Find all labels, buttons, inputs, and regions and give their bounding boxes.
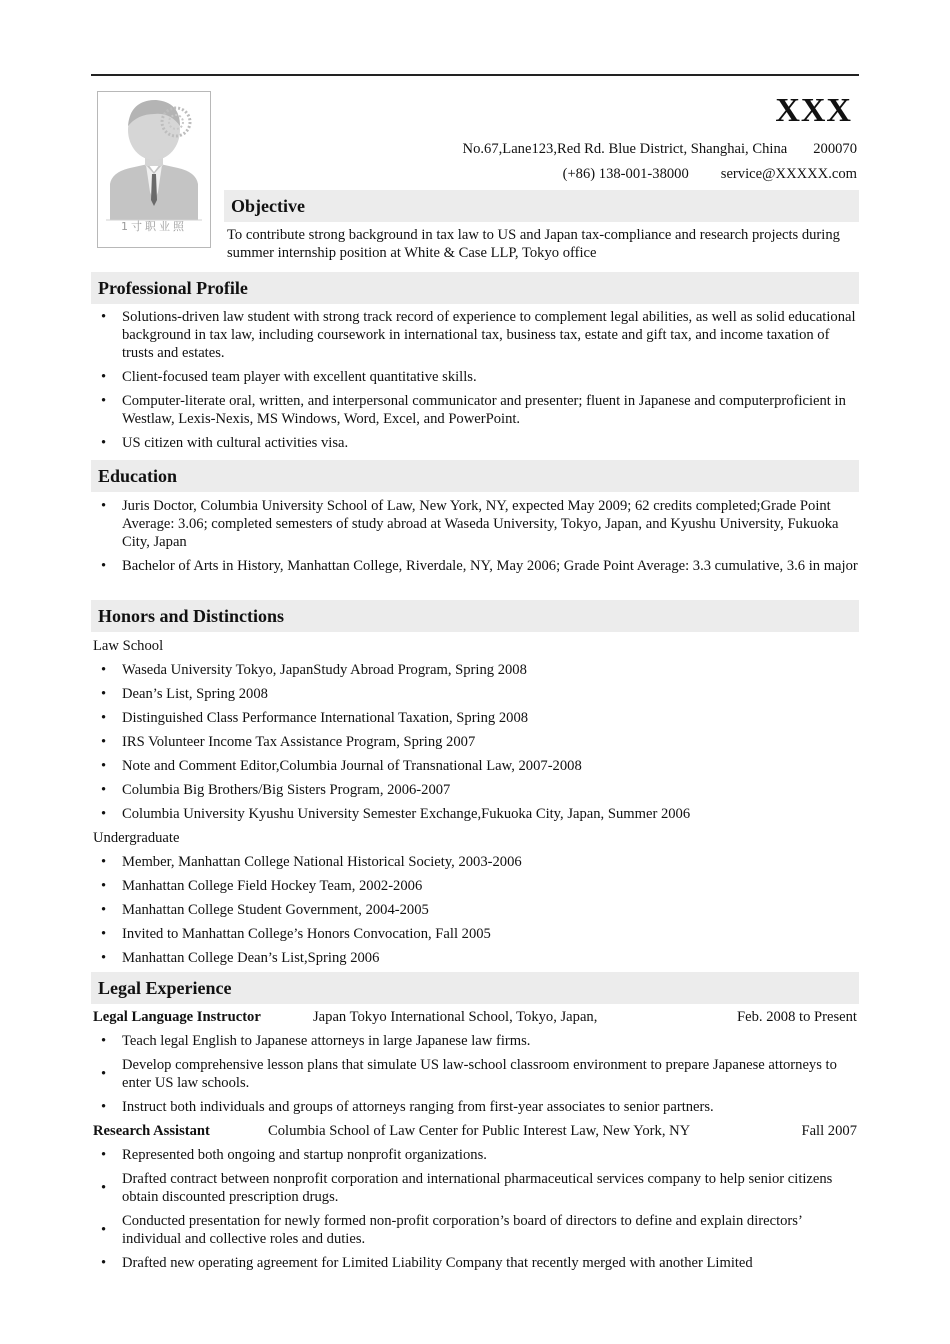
job-header: [91, 1122, 859, 1140]
list-item: • Dean’s List, Spring 2008: [91, 685, 859, 703]
honors-law-school-label: Law School: [93, 638, 164, 654]
phone: (+86) 138-001-38000: [562, 166, 689, 182]
list-item: • Bachelor of Arts in History, Manhattan College, Riverdale, NY, May 2006; Grade Point Average: 3.3 cumulative, 3.6 in major: [91, 557, 859, 575]
list-item: • Note and Comment Editor,Columbia Journal of Transnational Law, 2007-2008: [91, 757, 859, 775]
list-item: • Client-focused team player with excellent quantitative skills.: [91, 368, 859, 386]
section-title-honors: Honors and Distinctions: [91, 600, 859, 632]
list-item: • Computer-literate oral, written, and interpersonal communicator and presenter; fluent in Japanese and computerproficient in Westlaw, Lexis-Nexis, MS Windows, Word, Excel, and PowerPoint.: [91, 392, 859, 428]
job-duties-list: [91, 1032, 859, 1116]
education-list: [91, 497, 859, 575]
job-organization: Japan Tokyo International School, Tokyo, Japan,: [313, 1009, 598, 1025]
list-item: • Distinguished Class Performance International Taxation, Spring 2008: [91, 709, 859, 727]
experience-section: [91, 1008, 859, 1278]
profile-list: [91, 308, 859, 452]
honors-undergraduate-list: [91, 853, 859, 967]
top-rule: [91, 74, 859, 76]
list-item: • Instruct both individuals and groups of attorneys ranging from first-year associates to senior partners.: [91, 1098, 859, 1116]
job-date: Feb. 2008 to Present: [737, 1009, 857, 1025]
honors-law-list: [91, 661, 859, 823]
objective-text: To contribute strong background in tax law to US and Japan tax-compliance and research projects during summer internship position at White & Case LLP, Tokyo office: [227, 227, 840, 261]
list-item: • Waseda University Tokyo, JapanStudy Abroad Program, Spring 2008: [91, 661, 859, 679]
section-title-professional-profile: Professional Profile: [91, 272, 859, 304]
section-title-legal-experience: Legal Experience: [91, 972, 859, 1004]
honors-section: [91, 637, 859, 973]
list-item: • Juris Doctor, Columbia University School of Law, New York, NY, expected May 2009; 62 credits completed;Grade Point Average: 3.06; completed semesters of study abroad at Waseda University, Tokyo, Japan, and Kyushu University, Fukuoka City, Japan: [91, 497, 859, 551]
list-item: • Manhattan College Student Government, 2004-2005: [91, 901, 859, 919]
contact-line: [563, 165, 857, 183]
honors-undergraduate-label: Undergraduate: [93, 830, 180, 846]
list-item: • US citizen with cultural activities visa.: [91, 434, 859, 452]
list-item: • Develop comprehensive lesson plans that simulate US law-school classroom environment to prepare Japanese attorneys to enter US law schools.: [91, 1056, 859, 1092]
postcode: 200070: [813, 141, 857, 157]
list-item: • Columbia University Kyushu University Semester Exchange,Fukuoka City, Japan, Summer 2006: [91, 805, 859, 823]
address: No.67,Lane123,Red Rd. Blue District, Shanghai, China: [462, 141, 788, 157]
list-item: • Invited to Manhattan College’s Honors Convocation, Fall 2005: [91, 925, 859, 943]
address-line: [463, 140, 857, 158]
job-title: Legal Language Instructor: [93, 1009, 261, 1025]
list-item: • Teach legal English to Japanese attorneys in large Japanese law firms.: [91, 1032, 859, 1050]
profile-section: [91, 308, 859, 458]
job-organization: Columbia School of Law Center for Public Interest Law, New York, NY: [268, 1123, 691, 1139]
email: service@XXXXX.com: [720, 166, 857, 182]
list-item: • Columbia Big Brothers/Big Sisters Program, 2006-2007: [91, 781, 859, 799]
section-title-objective: Objective: [224, 190, 859, 222]
education-section: [91, 497, 859, 581]
list-item: • Conducted presentation for newly formed non-profit corporation’s board of directors to define and explain directors’ individual and collective roles and duties.: [91, 1212, 859, 1248]
candidate-name: XXX: [775, 92, 852, 129]
section-title-education: Education: [91, 460, 859, 492]
list-item: • IRS Volunteer Income Tax Assistance Program, Spring 2007: [91, 733, 859, 751]
list-item: • Member, Manhattan College National Historical Society, 2003-2006: [91, 853, 859, 871]
list-item: • Drafted contract between nonprofit corporation and international pharmaceutical services company to help senior citizens obtain discounted prescription drugs.: [91, 1170, 859, 1206]
list-item: • Manhattan College Dean’s List,Spring 2006: [91, 949, 859, 967]
list-item: • Manhattan College Field Hockey Team, 2002-2006: [91, 877, 859, 895]
list-item: • Drafted new operating agreement for Limited Liability Company that recently merged with another Limited: [91, 1254, 859, 1272]
job-title: Research Assistant: [93, 1123, 210, 1139]
list-item: • Solutions-driven law student with strong track record of experience to complement legal abilities, as well as solid educational background in tax law, including coursework in international tax, business tax, estate and gift tax, and income taxation of trusts and estates.: [91, 308, 859, 362]
photo-caption: 1寸职业照: [121, 220, 187, 233]
list-item: • Represented both ongoing and startup nonprofit organizations.: [91, 1146, 859, 1164]
job-duties-list: [91, 1146, 859, 1272]
job-date: Fall 2007: [801, 1123, 857, 1139]
profile-photo: [97, 91, 211, 248]
job-header: [91, 1008, 859, 1026]
